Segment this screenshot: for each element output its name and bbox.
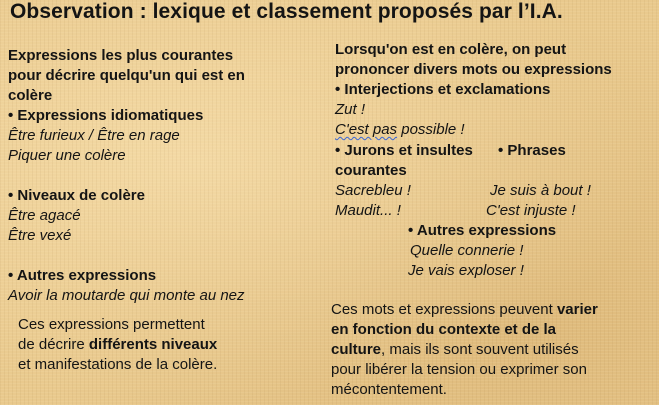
emphasis-text: varier bbox=[556, 301, 598, 318]
interjection-item: Zut ! bbox=[335, 101, 366, 118]
phrases-heading-cont: courantes bbox=[335, 162, 407, 179]
right-column bbox=[335, 40, 655, 140]
right-intro-line-1: Lorsqu'on est en colère, on peut bbox=[335, 41, 567, 58]
left-other-heading: • Autres expressions bbox=[8, 267, 157, 284]
left-column bbox=[8, 46, 308, 306]
level-item: Être vexé bbox=[8, 227, 72, 244]
right-note bbox=[331, 300, 651, 400]
right-intro-line-2: prononcer divers mots ou expressions bbox=[335, 61, 612, 78]
phrases-heading: • Phrases bbox=[498, 142, 566, 159]
interjection-item: C'est pas possible ! bbox=[335, 121, 465, 138]
idioms-heading: • Expressions idiomatiques bbox=[8, 107, 204, 124]
left-intro-line-1: Expressions les plus courantes bbox=[8, 47, 234, 64]
spellcheck-underline: C'est pas bbox=[335, 121, 398, 138]
levels-heading: • Niveaux de colère bbox=[8, 187, 145, 204]
left-note-line-3: et manifestations de la colère. bbox=[18, 356, 218, 373]
left-intro-line-3: colère bbox=[8, 87, 53, 104]
left-note-line-1: Ces expressions permettent bbox=[18, 316, 205, 333]
idiom-item: Piquer une colère bbox=[8, 147, 126, 164]
phrase-item: Je suis à bout ! bbox=[490, 182, 591, 199]
right-note-line-2: en fonction du contexte et de la bbox=[331, 321, 557, 338]
right-note-line-5: mécontentement. bbox=[331, 381, 447, 398]
idiom-item: Être furieux / Être en rage bbox=[8, 127, 180, 144]
interjections-heading: • Interjections et exclamations bbox=[335, 81, 551, 98]
phrase-item: C'est injuste ! bbox=[486, 202, 576, 219]
swear-item: Sacrebleu ! bbox=[335, 182, 411, 199]
right-note-line-4: pour libérer la tension ou exprimer son bbox=[331, 361, 587, 378]
right-other-item: Quelle connerie ! bbox=[410, 242, 524, 259]
right-note-line-1: Ces mots et expressions peuvent varier bbox=[331, 301, 598, 318]
page-title: Observation : lexique et classement proposés par l’I.A. bbox=[10, 0, 563, 23]
left-intro-line-2: pour décrire quelqu'un qui est en bbox=[8, 67, 245, 84]
left-note bbox=[18, 315, 238, 375]
left-note-line-2: de décrire différents niveaux bbox=[18, 336, 218, 353]
emphasis-text: culture bbox=[331, 341, 382, 358]
level-item: Être agacé bbox=[8, 207, 81, 224]
swears-heading: • Jurons et insultes bbox=[335, 142, 473, 159]
emphasis-text: différents niveaux bbox=[88, 336, 218, 353]
right-note-line-3: culture, mais ils sont souvent utilisés bbox=[331, 341, 579, 358]
right-other-item: Je vais exploser ! bbox=[408, 262, 524, 279]
left-other-item: Avoir la moutarde qui monte au nez bbox=[8, 287, 245, 304]
right-other-heading: • Autres expressions bbox=[408, 222, 557, 239]
swear-item: Maudit... ! bbox=[335, 202, 401, 219]
